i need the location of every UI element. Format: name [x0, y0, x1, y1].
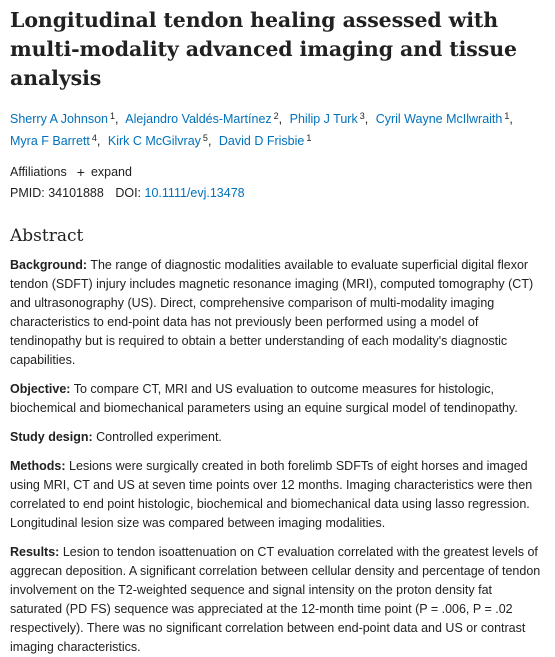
author-affiliation-number[interactable]: 1 [504, 111, 510, 121]
affiliations-toggle[interactable] [10, 163, 547, 181]
abstract-section-text: Lesions were surgically created in both forelimb SDFTs of eight horses and imaged using MRI, CT and US at seven time points over 12 months. Imaging characteristics were then correlated to end point histologic, biochemical and biomechanical data using lasso regression. Longitudinal lesion size was compared between imaging modalities. [10, 459, 533, 530]
plus-icon[interactable]: + [76, 164, 85, 180]
article-identifiers [10, 184, 547, 202]
author-link[interactable] [10, 134, 104, 148]
author-link[interactable] [10, 112, 122, 126]
author-name[interactable]: Alejandro Valdés-Martínez [125, 112, 272, 126]
article-title: Longitudinal tendon healing assessed with multi-modality advanced imaging and tissue analysis [10, 8, 517, 90]
pmid-label: PMID: [10, 186, 45, 200]
author-separator: , [364, 112, 369, 126]
author-name[interactable]: Sherry A Johnson [10, 112, 108, 126]
author-separator: , [96, 134, 101, 148]
author-affiliation-number[interactable]: 5 [202, 133, 208, 143]
abstract-section-background [10, 256, 547, 370]
doi-link[interactable]: 10.1111/evj.13478 [144, 186, 245, 200]
expand-label[interactable]: expand [90, 165, 132, 179]
abstract-section-text: To compare CT, MRI and US evaluation to outcome measures for histologic, biochemical and biomechanical parameters using an equine surgical model of tendinopathy. [10, 382, 518, 415]
abstract-section-objective [10, 380, 547, 418]
affiliations-label: Affiliations [10, 165, 67, 179]
author-separator: , [207, 134, 212, 148]
abstract-heading: Abstract [10, 226, 84, 246]
author-name[interactable]: Myra F Barrett [10, 134, 90, 148]
author-separator: , [509, 112, 513, 126]
article-page [10, 6, 547, 657]
author-affiliation-number[interactable]: 4 [91, 133, 97, 143]
author-link[interactable] [376, 112, 517, 126]
author-link[interactable] [290, 112, 373, 126]
author-affiliation-number[interactable]: 2 [273, 111, 279, 121]
author-affiliation-number[interactable]: 1 [109, 111, 115, 121]
abstract-section-methods [10, 457, 547, 533]
author-separator: , [278, 112, 283, 126]
author-affiliation-number[interactable]: 3 [359, 111, 365, 121]
abstract-section-label: Background: [10, 258, 88, 272]
abstract-section-label: Study design: [10, 430, 93, 444]
abstract-section-text: Controlled experiment. [96, 430, 222, 444]
author-list [10, 107, 547, 151]
abstract-section-label: Methods: [10, 459, 66, 473]
author-name[interactable]: Cyril Wayne McIlwraith [375, 112, 503, 126]
abstract-section-text: The range of diagnostic modalities available to evaluate superficial digital flexor tendon (SDFT) injury includes magnetic resonance imaging (MRI), computed tomography (CT) and ultrasonography (US). Direct, comprehensive comparison of multi-modality imaging characteristics to end-point data has not previously been performed using a model of tendinopathy but is required to obtain a better understanding of each modality's diagnostic capabilities. [10, 258, 534, 367]
doi-label: DOI: [115, 186, 142, 200]
author-link[interactable] [219, 134, 311, 148]
abstract-section-results [10, 543, 547, 657]
abstract-section-study-design [10, 428, 547, 447]
author-separator: , [115, 112, 119, 126]
author-name[interactable]: David D Frisbie [218, 134, 305, 148]
abstract-section-label: Results: [10, 545, 60, 559]
author-name[interactable]: Philip J Turk [289, 112, 358, 126]
abstract-section-text: Lesion to tendon isoattenuation on CT evaluation correlated with the greatest levels of aggrecan deposition. A significant correlation between cellular density and percentage of tendon involvement on the T2-weighted sequence and signal intensity on the proton density fat saturated (PD FS) sequence was appreciated at the 12-month time point (P = .006, P = .02 respectively). There was no significant correlation between end-point data and US or contrast imaging characteristics. [10, 545, 541, 654]
author-name[interactable]: Kirk C McGilvray [107, 134, 201, 148]
author-link[interactable] [108, 134, 216, 148]
pmid-value: 34101888 [48, 186, 104, 200]
abstract-section-label: Objective: [10, 382, 71, 396]
author-affiliation-number[interactable]: 1 [306, 133, 312, 143]
author-link[interactable] [125, 112, 286, 126]
